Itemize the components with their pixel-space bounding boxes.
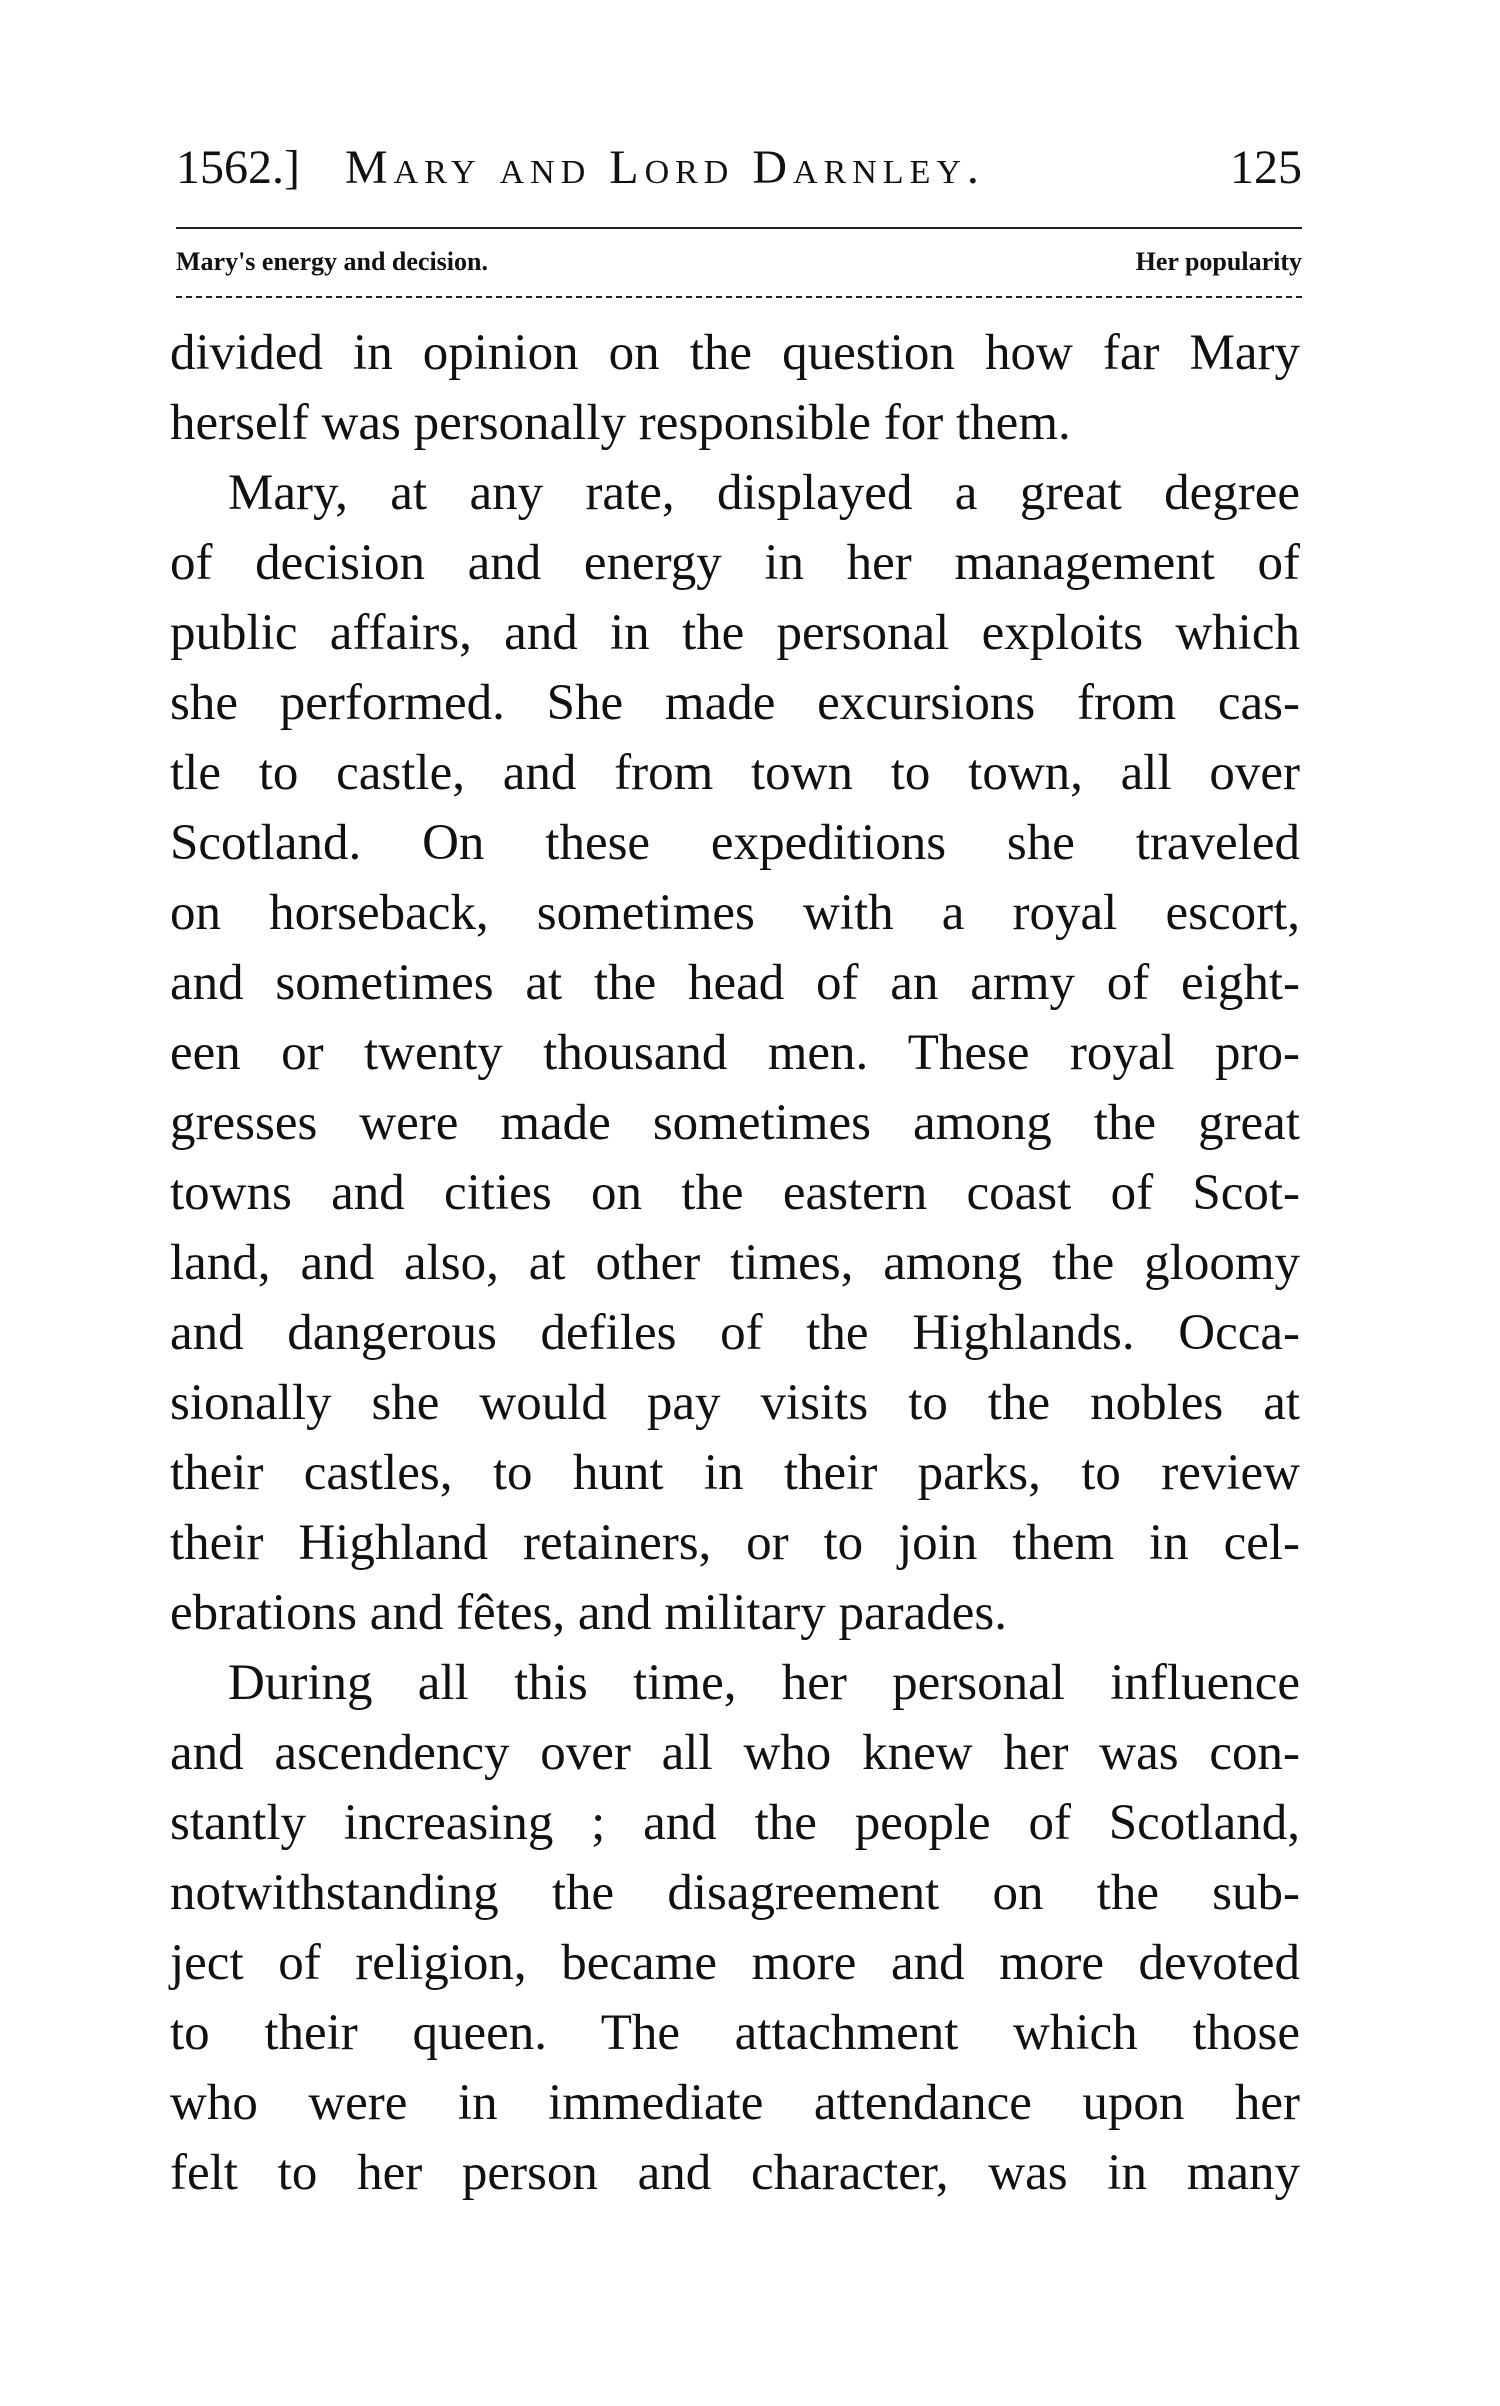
text-line: Mary, at any rate, displayed a great degree [228, 465, 1300, 521]
header-rule-top [176, 227, 1302, 229]
text-line: divided in opinion on the question how far Mary [170, 325, 1300, 381]
running-head [176, 138, 1302, 198]
text-line: een or twenty thousand men. These royal pro- [170, 1025, 1300, 1081]
text-line: stantly increasing ; and the people of Scotland, [170, 1795, 1300, 1851]
text-line: towns and cities on the eastern coast of Scot- [170, 1165, 1300, 1221]
header-rule-bottom [176, 296, 1302, 298]
text-line: felt to her person and character, was in many [170, 2145, 1300, 2201]
text-line: their castles, to hunt in their parks, to review [170, 1445, 1300, 1501]
text-line: she performed. She made excursions from cas- [170, 675, 1300, 731]
side-note-right: Her popularity [1135, 247, 1302, 276]
text-line: During all this time, her personal influence [228, 1655, 1300, 1711]
text-line: land, and also, at other times, among the gloomy [170, 1235, 1300, 1291]
text-line: gresses were made sometimes among the great [170, 1095, 1300, 1151]
text-line: ebrations and fêtes, and military parades. [170, 1585, 1007, 1641]
side-note-left: Mary's energy and decision. [176, 247, 488, 276]
text-line: their Highland retainers, or to join them in cel- [170, 1515, 1300, 1571]
running-head-year: 1562.] [176, 141, 300, 194]
text-line: and sometimes at the head of an army of eight- [170, 955, 1300, 1011]
text-line: who were in immediate attendance upon her [170, 2075, 1300, 2131]
text-line: notwithstanding the disagreement on the sub- [170, 1865, 1300, 1921]
text-line: Scotland. On these expeditions she traveled [170, 815, 1300, 871]
text-line: and dangerous defiles of the Highlands. Occa- [170, 1305, 1300, 1361]
text-line: public affairs, and in the personal exploits which [170, 605, 1300, 661]
text-line: ject of religion, became more and more devoted [170, 1935, 1300, 1991]
text-line: herself was personally responsible for them. [170, 395, 1071, 451]
text-line: tle to castle, and from town to town, all over [170, 745, 1300, 801]
running-head-title: Mary and Lord Darnley. [345, 141, 985, 194]
text-line: and ascendency over all who knew her was con- [170, 1725, 1300, 1781]
text-line: to their queen. The attachment which those [170, 2005, 1300, 2061]
text-line: of decision and energy in her management of [170, 535, 1300, 591]
text-line: sionally she would pay visits to the nobles at [170, 1375, 1300, 1431]
text-line: on horseback, sometimes with a royal escort, [170, 885, 1300, 941]
side-notes [176, 242, 1302, 282]
body-text [170, 318, 1300, 2208]
page-number: 125 [1230, 141, 1302, 194]
